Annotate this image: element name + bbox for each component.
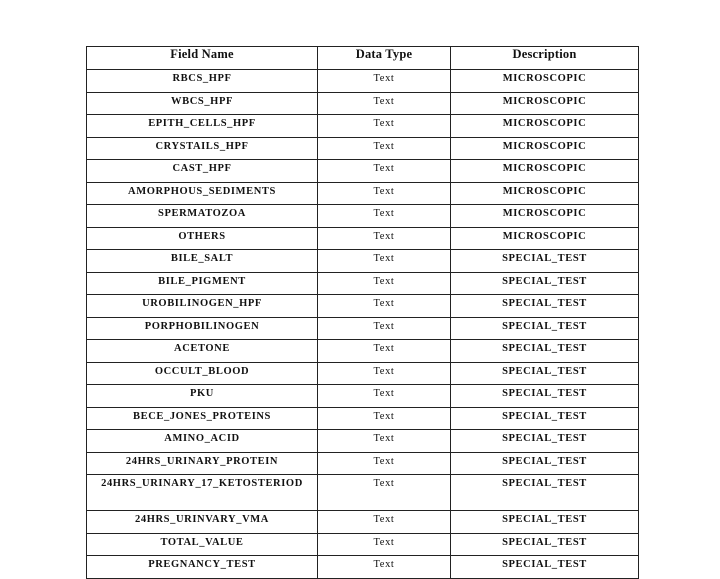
field-name-cell: BILE_SALT xyxy=(87,250,318,273)
description-cell: MICROSCOPIC xyxy=(451,115,639,138)
table-row xyxy=(87,340,639,363)
data-type-cell: Text xyxy=(318,250,451,273)
field-name-cell: 24HRS_URINARY_PROTEIN xyxy=(87,452,318,475)
description-cell: SPECIAL_TEST xyxy=(451,475,639,511)
table-row xyxy=(87,227,639,250)
table-row xyxy=(87,556,639,579)
field-name-cell: SPERMATOZOA xyxy=(87,205,318,228)
field-name-cell: ACETONE xyxy=(87,340,318,363)
data-type-cell: Text xyxy=(318,430,451,453)
table-row xyxy=(87,160,639,183)
field-name-cell: TOTAL_VALUE xyxy=(87,533,318,556)
description-cell: MICROSCOPIC xyxy=(451,182,639,205)
field-name-cell: BECE_JONES_PROTEINS xyxy=(87,407,318,430)
table-row xyxy=(87,407,639,430)
description-cell: SPECIAL_TEST xyxy=(451,340,639,363)
data-type-cell: Text xyxy=(318,362,451,385)
description-cell: SPECIAL_TEST xyxy=(451,317,639,340)
data-type-cell: Text xyxy=(318,70,451,93)
table-row xyxy=(87,452,639,475)
field-name-cell: OCCULT_BLOOD xyxy=(87,362,318,385)
field-name-cell: UROBILINOGEN_HPF xyxy=(87,295,318,318)
table-row xyxy=(87,205,639,228)
data-type-cell: Text xyxy=(318,533,451,556)
description-cell: SPECIAL_TEST xyxy=(451,511,639,534)
header-description: Description xyxy=(451,47,639,70)
field-name-cell: CRYSTAILS_HPF xyxy=(87,137,318,160)
data-type-cell: Text xyxy=(318,137,451,160)
header-data-type: Data Type xyxy=(318,47,451,70)
table-row xyxy=(87,317,639,340)
table-row xyxy=(87,475,639,511)
data-type-cell: Text xyxy=(318,272,451,295)
data-type-cell: Text xyxy=(318,317,451,340)
data-type-cell: Text xyxy=(318,182,451,205)
description-cell: MICROSCOPIC xyxy=(451,92,639,115)
description-cell: SPECIAL_TEST xyxy=(451,250,639,273)
field-name-cell: WBCS_HPF xyxy=(87,92,318,115)
table-row xyxy=(87,115,639,138)
table-row xyxy=(87,70,639,93)
table-row xyxy=(87,430,639,453)
field-definition-table xyxy=(86,46,639,579)
table-row xyxy=(87,92,639,115)
data-type-cell: Text xyxy=(318,340,451,363)
description-cell: MICROSCOPIC xyxy=(451,70,639,93)
data-type-cell: Text xyxy=(318,295,451,318)
field-name-cell: BILE_PIGMENT xyxy=(87,272,318,295)
description-cell: SPECIAL_TEST xyxy=(451,407,639,430)
description-cell: SPECIAL_TEST xyxy=(451,385,639,408)
description-cell: MICROSCOPIC xyxy=(451,160,639,183)
table-row xyxy=(87,295,639,318)
data-type-cell: Text xyxy=(318,227,451,250)
data-type-cell: Text xyxy=(318,115,451,138)
field-name-cell: OTHERS xyxy=(87,227,318,250)
field-name-cell: AMINO_ACID xyxy=(87,430,318,453)
field-name-cell: RBCS_HPF xyxy=(87,70,318,93)
data-type-cell: Text xyxy=(318,475,451,511)
description-cell: SPECIAL_TEST xyxy=(451,272,639,295)
data-type-cell: Text xyxy=(318,407,451,430)
table-header xyxy=(87,47,639,70)
table-row xyxy=(87,385,639,408)
field-name-cell: PKU xyxy=(87,385,318,408)
data-type-cell: Text xyxy=(318,385,451,408)
field-name-cell: 24HRS_URINARY_17_KETOSTERIOD xyxy=(87,475,318,511)
table-row xyxy=(87,272,639,295)
table-body xyxy=(87,70,639,579)
data-type-cell: Text xyxy=(318,92,451,115)
description-cell: SPECIAL_TEST xyxy=(451,533,639,556)
data-type-cell: Text xyxy=(318,160,451,183)
field-name-cell: AMORPHOUS_SEDIMENTS xyxy=(87,182,318,205)
table-row xyxy=(87,182,639,205)
table-row xyxy=(87,137,639,160)
table-row xyxy=(87,362,639,385)
data-type-cell: Text xyxy=(318,511,451,534)
header-row xyxy=(87,47,639,70)
data-type-cell: Text xyxy=(318,556,451,579)
description-cell: MICROSCOPIC xyxy=(451,227,639,250)
description-cell: SPECIAL_TEST xyxy=(451,295,639,318)
data-type-cell: Text xyxy=(318,452,451,475)
header-field-name: Field Name xyxy=(87,47,318,70)
description-cell: SPECIAL_TEST xyxy=(451,362,639,385)
field-name-cell: PORPHOBILINOGEN xyxy=(87,317,318,340)
description-cell: SPECIAL_TEST xyxy=(451,452,639,475)
field-name-cell: PREGNANCY_TEST xyxy=(87,556,318,579)
table-row xyxy=(87,533,639,556)
field-name-cell: 24HRS_URINVARY_VMA xyxy=(87,511,318,534)
description-cell: MICROSCOPIC xyxy=(451,205,639,228)
field-name-cell: EPITH_CELLS_HPF xyxy=(87,115,318,138)
description-cell: SPECIAL_TEST xyxy=(451,556,639,579)
data-type-cell: Text xyxy=(318,205,451,228)
table-row xyxy=(87,511,639,534)
description-cell: MICROSCOPIC xyxy=(451,137,639,160)
description-cell: SPECIAL_TEST xyxy=(451,430,639,453)
field-name-cell: CAST_HPF xyxy=(87,160,318,183)
table-row xyxy=(87,250,639,273)
